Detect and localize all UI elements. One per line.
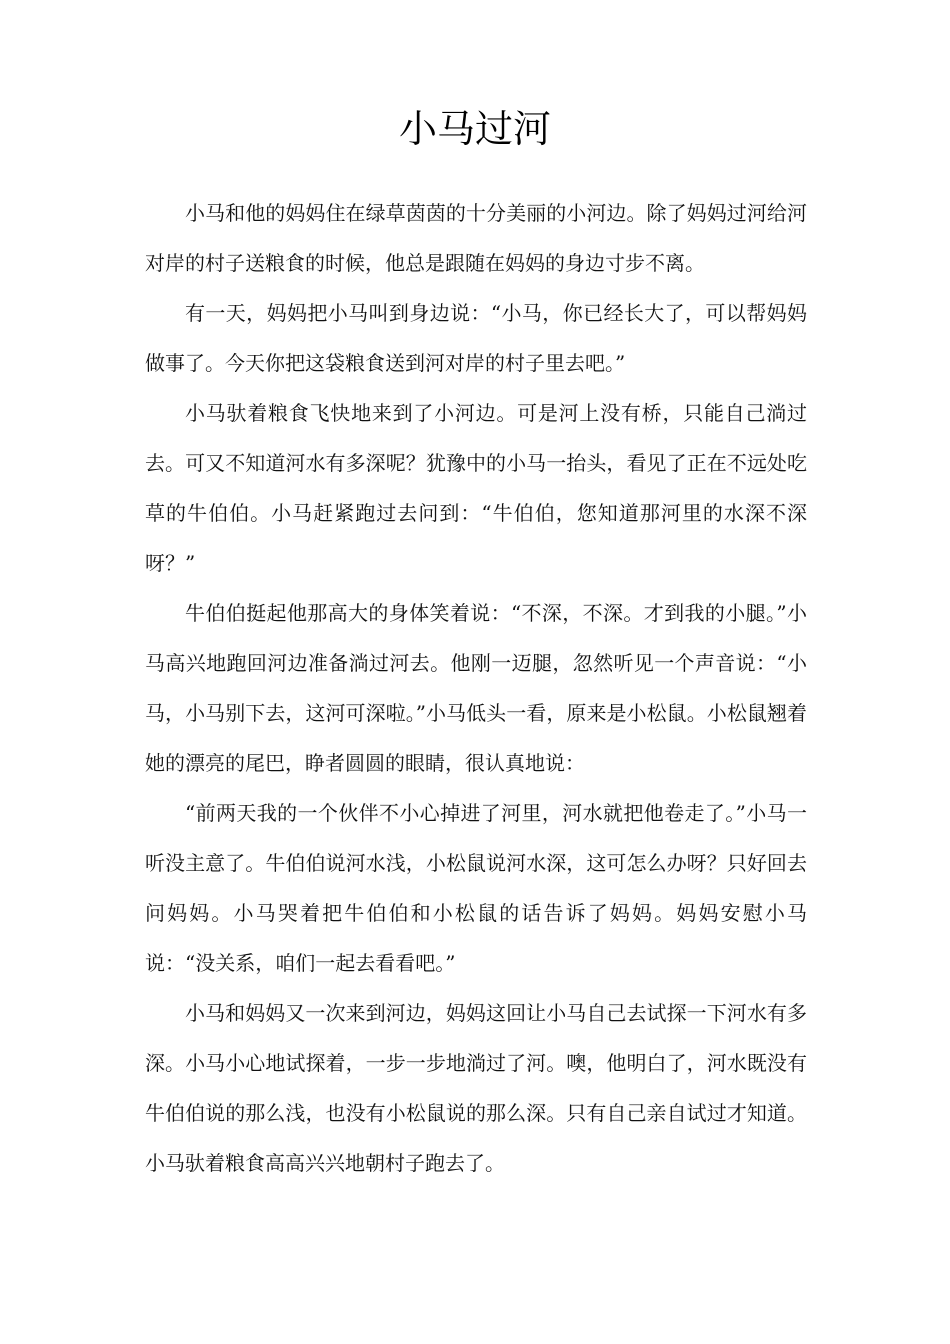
- paragraph: 小马和妈妈又一次来到河边，妈妈这回让小马自己去试探一下河水有多深。小马小心地试探着，一步一步地淌过了河。噢，他明白了，河水既没有牛伯伯说的那么浅，也没有小松鼠说的那么深。只有自己亲自试过才知道。小马驮着粮食高高兴兴地朝村子跑去了。: [145, 1001, 807, 1175]
- paragraph: 牛伯伯挺起他那高大的身体笑着说：“不深，不深。才到我的小腿。”小马高兴地跑回河边准备淌过河去。他刚一迈腿，忽然听见一个声音说：“小马，小马别下去，这河可深啦。”小马低头一看，原来是小松鼠。小松鼠翘着她的漂亮的尾巴，睁者圆圆的眼睛，很认真地说：: [145, 601, 807, 775]
- paragraph: 有一天，妈妈把小马叫到身边说：“小马，你已经长大了，可以帮妈妈做事了。今天你把这袋粮食送到河对岸的村子里去吧。”: [145, 301, 807, 375]
- paragraph: “前两天我的一个伙伴不小心掉进了河里，河水就把他卷走了。”小马一听没主意了。牛伯伯说河水浅，小松鼠说河水深，这可怎么办呀？只好回去问妈妈。小马哭着把牛伯伯和小松鼠的话告诉了妈妈。妈妈安慰小马说：“没关系，咱们一起去看看吧。”: [145, 801, 807, 975]
- paragraph: 小马驮着粮食飞快地来到了小河边。可是河上没有桥，只能自己淌过去。可又不知道河水有多深呢？犹豫中的小马一抬头，看见了正在不远处吃草的牛伯伯。小马赶紧跑过去问到：“牛伯伯，您知道那河里的水深不深呀？”: [145, 401, 807, 575]
- document-title: 小马过河: [398, 107, 551, 151]
- paragraph: 小马和他的妈妈住在绿草茵茵的十分美丽的小河边。除了妈妈过河给河对岸的村子送粮食的时候，他总是跟随在妈妈的身边寸步不离。: [145, 201, 807, 275]
- document-body: [145, 188, 807, 1188]
